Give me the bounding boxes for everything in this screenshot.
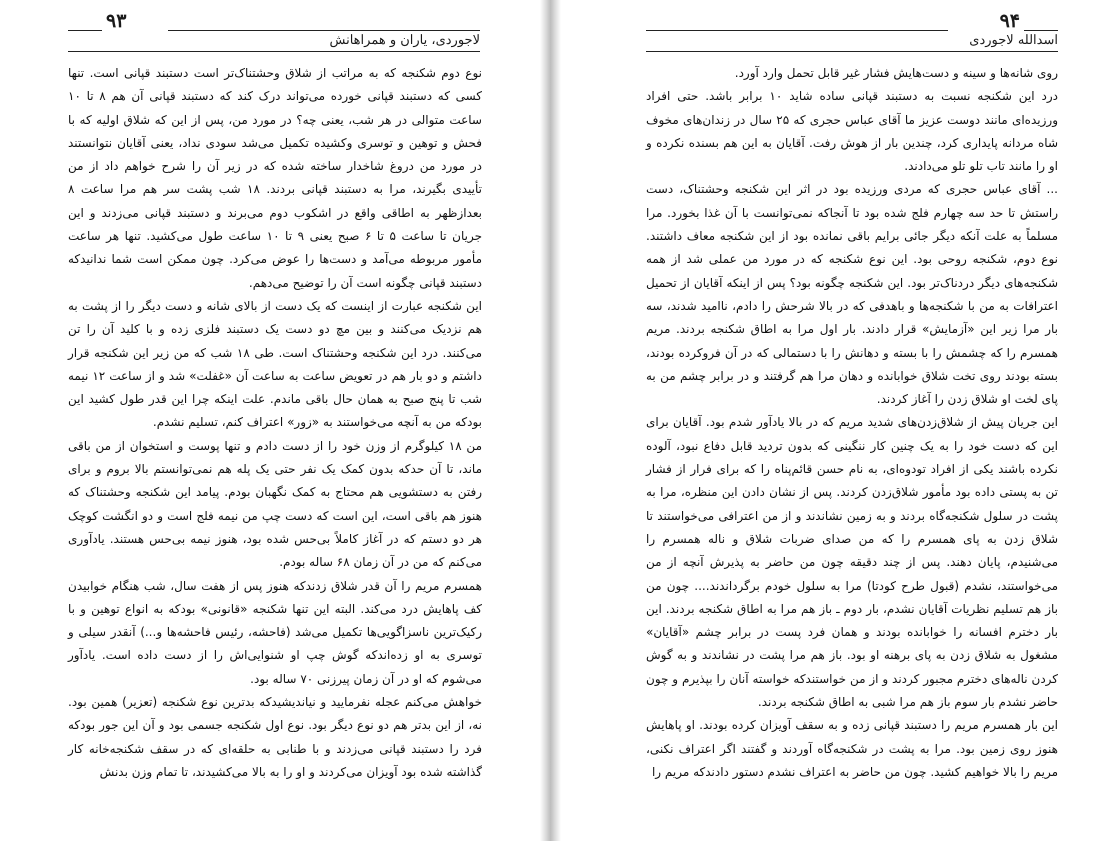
- left-page-header: [68, 10, 480, 54]
- paragraph: ... آقای عباس حجری که مردی ورزیده بود در اثر این شکنجه وحشتناک، دست راستش تا حد سه چهارم فلج شده بود تا آنجاکه نمی‌توانست با آن غذا بخورد. مرا مسلماً به علت آنکه دیگر جائی برایم باقی نمانده بود از این شکنجه معاف داشتند. نوع دوم، شکنجه روحی بود. این نوع شکنجه که در مورد من عملی شد از همه شکنجه‌های دیگر دردناک‌تر بود. این شکنجه چگونه بود؟ پس از اینکه آقایان از تحمیل اعترافات به من با شکنجه‌ها و باهدفی که در بالا شرحش را دادم، ناامید شدند، سه بار مرا زیر این «آزمایش» قرار دادند. بار اول مرا به اطاق شکنجه بردند. مریم همسرم را که چشمش را با بسته و دهانش را با دستمالی که در آن فروکرده بودند، بسته بودند روی تخت شلاق خوابانده و دهان مرا هم گرفتند و در برابر چشم من به پای لخت او شلاق زدن را آغاز کردند.: [646, 182, 1058, 407]
- left-page-body: [68, 62, 482, 784]
- paragraph: نوع دوم شکنجه که به مراتب از شلاق وحشتناک‌تر است دستبند قپانی است. تنها کسی که دستبند قپانی خورده می‌تواند درک کند که دستبند قپانی آن هم ۸ تا ۱۰ ساعت متوالی در هر شب، یعنی چه؟ در مورد من، پس از این که شلاق اولیه که با فحش و توهین و توسری وکشیده تکمیل می‌شد سودی نداد، یعنی آقایان نتوانستند در مورد من دروغ شاخدار ساخته شده که در زیر آن را شرح خواهم داد از من تأییدی بگیرند، مرا به دستبند قپانی بردند. ۱۸ شب پشت سر هم مرا ساعت ۸ بعدازظهر به اطاقی واقع در اشکوب دوم می‌برند و دستبند قپانی می‌زدند و این جریان تا ساعت ۵ تا ۶ صبح یعنی ۹ تا ۱۰ ساعت طول می‌کشید. تنها هر ساعت مأمور مربوطه می‌آمد و دست‌ها را عوض می‌کرد. چون ممکن است شما ندانیدکه دستبند قپانی چگونه است آن را توضیح می‌دهم.: [68, 66, 483, 290]
- paragraph: این جریان پیش از شلاق‌زدن‌های شدید مریم که در بالا یادآور شدم بود. آقایان برای این که دست خود را به یک چنین کار ننگینی که بدون تردید قابل دفاع نبود، آلوده نکرده باشند یکی از افراد تودوه‌ای، به نام حسن قائم‌پناه را که برای فرار از فشار تن به پستی داده بود مأمور شلاق‌زدن کردند. پس از نشان دادن این منظره، مرا به پشت در سلول شکنجه‌گاه بردند و به زمین نشاندند و از من اعترافی می‌خواستند تا شلاق زدن به پای همسرم را که من صدای ضربات شلاق و ناله همسرم را می‌شنیدم، پایان دهند. پس از چند دقیقه چون من حاضر به پذیرش آنچه از من می‌خواستند، نشدم (قبول طرح کودتا) مرا به سلول خودم برگرداندند.... چون من باز هم تسلیم نظریات آقایان نشدم، بار دوم ـ باز هم مرا به اطاق شکنجه بردند. این بار دخترم افسانه را خوابانده بودند و همان فرد پست در برابر چشم «آقایان» مشغول به شلاق زدن به پای برهنه او بود. باز هم مرا پشت در نشاندند و به گوش کردن ناله‌های دخترم مجبور کردند و از من خواستندکه خواسته آنان را بپذیرم و چون حاضر نشدم بار سوم باز هم مرا شبی به اطاق شکنجه بردند.: [646, 415, 1058, 710]
- paragraph: درد این شکنجه نسبت به دستبند قپانی ساده شاید ۱۰ برابر باشد. حتی افراد ورزیده‌ای مانند دوست عزیز ما آقای عباس حجری که ۲۵ سال در زندان‌های مخوف شاه مردانه پایداری کرد، چندین بار از هوش رفت. آقایان به این هم بسنده نکرده و او را مانند تاب تلو تلو می‌دادند.: [646, 89, 1058, 174]
- left-page: [0, 0, 540, 841]
- page-number: ۹۳: [106, 10, 127, 32]
- paragraph: من ۱۸ کیلوگرم از وزن خود را از دست دادم و تنها پوست و استخوان از من باقی ماند، تا آن حدکه بدون کمک یک نفر حتی یک پله هم نمی‌توانستم بالا بروم و برای رفتن به دستشویی هم محتاج به کمک نگهبان بودم. پیامد این شکنجه وحشتناک که هنوز هم باقی است، این است که دست چپ من نیمه فلج است و دو انگشت کوچک هر دو دستم که در آغاز کاملاً بی‌حس شده بود، هنوز نیمه بی‌حس هستند. یادآوری می‌کنم که من در آن زمان ۶۸ ساله بودم.: [68, 438, 482, 570]
- paragraph: همسرم مریم را آن قدر شلاق زدندکه هنوز پس از هفت سال، شب هنگام خوابیدن کف پاهایش درد می‌کند. البته این تنها شکنجه «قانونی» بودکه به انواع توهین و با رکیک‌ترین ناسزاگویی‌ها تکمیل می‌شد (فاحشه، رئیس فاحشه‌ها و...) آنقدر سیلی و توسری به او زده‌اندکه گوش چپ او شنوایی‌اش را از دست داده است. یادآور می‌شوم که او در آن زمان پیرزنی ۷۰ ساله بود.: [68, 578, 482, 686]
- running-title: لاجوردی، یاران و همراهانش: [329, 33, 480, 48]
- header-underline: [68, 51, 480, 52]
- page-number: ۹۴: [999, 10, 1020, 32]
- header-rule: [168, 30, 480, 31]
- right-page-body: [646, 62, 1058, 784]
- paragraph: خواهش می‌کنم عجله نفرمایید و نیاندیشیدکه بدترین نوع شکنجه (تعزیر) همین بود. نه، از این بدتر هم دو نوع دیگر بود. نوع اول شکنجه جسمی بود و آن این جور بودکه فرد را دستبند قپانی می‌زدند و با طنابی به حلقه‌ای که در سقف شکنجه‌خانه کار گذاشته شده بود آویزان می‌کردند و او را به بالا می‌کشیدند، تا تمام وزن بدنش: [68, 695, 482, 779]
- header-underline: [646, 51, 1058, 52]
- right-page: [561, 0, 1101, 841]
- header-rule: [68, 30, 102, 31]
- paragraph: روی شانه‌ها و سینه و دست‌هایش فشار غیر قابل تحمل وارد آورد.: [734, 66, 1058, 80]
- header-rule: [646, 30, 948, 31]
- right-page-header: [646, 10, 1058, 54]
- book-gutter: [540, 0, 561, 841]
- paragraph: این شکنجه عبارت از اینست که یک دست از بالای شانه و دست دیگر را از پشت به هم نزدیک می‌کنند و بین مچ دو دست یک دستبند فلزی زده و با کلید آن را تن می‌کنند. درد این شکنجه وحشتناک است. طی ۱۸ شب که من زیر این شکنجه قرار داشتم و دو بار هم در تعویض ساعت به ساعت آن «غفلت» شد و از ساعت ۱۲ نیمه شب تا پنج صبح به همان حال باقی ماندم. علت اینکه چرا این قدر طول کشید این بودکه من به آنچه می‌خواستند به «زور» اعتراف کنم، تسلیم نشدم.: [68, 298, 483, 430]
- header-rule: [1024, 30, 1058, 31]
- running-title: اسدالله لاجوردی: [969, 33, 1058, 48]
- paragraph: این بار همسرم مریم را دستبند قپانی زده و به سقف آویزان کرده بودند. او پاهایش هنوز روی زمین بود. مرا به پشت در شکنجه‌گاه آوردند و گفتند اگر اعتراف نکنی، مریم را بالا خواهیم کشید. چون من حاضر به اعتراف نشدم دستور دادندکه مریم را: [646, 718, 1058, 779]
